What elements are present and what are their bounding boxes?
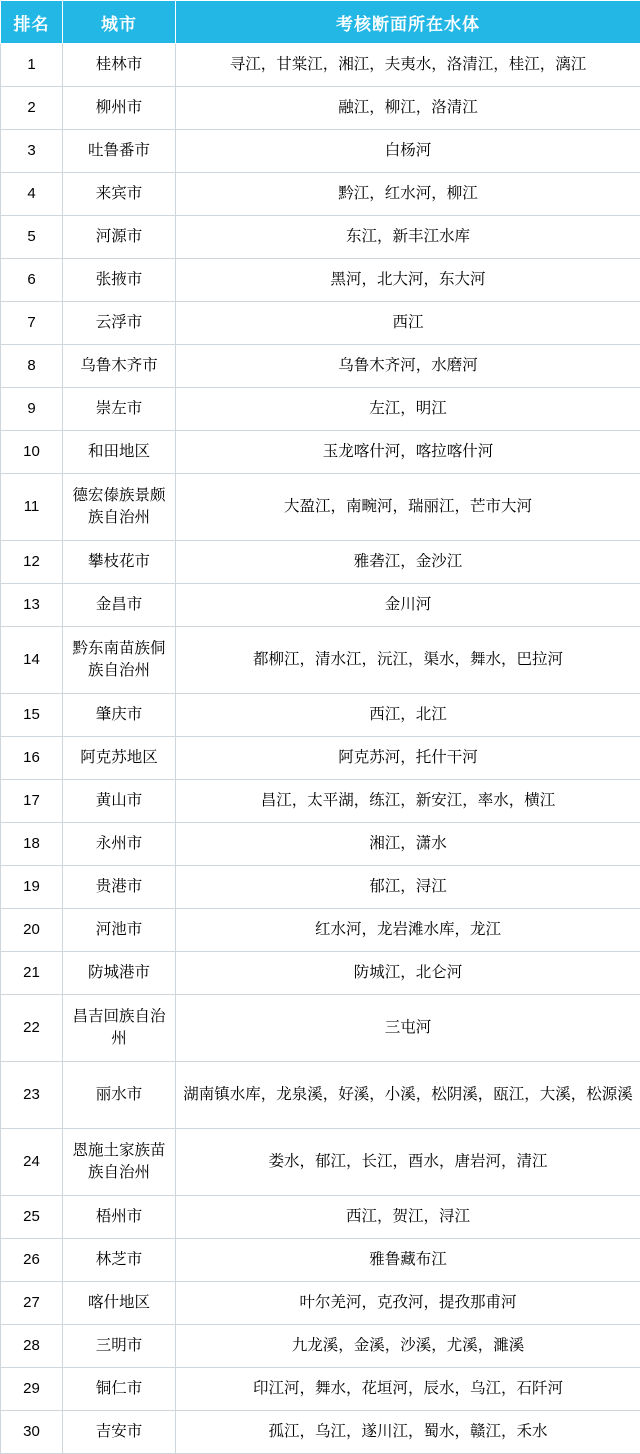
cell-city: 铜仁市 <box>63 1368 176 1411</box>
cell-rank: 22 <box>1 995 63 1062</box>
cell-water-body: 黑河，北大河，东大河 <box>176 259 640 302</box>
cell-rank: 21 <box>1 952 63 995</box>
cell-city: 吐鲁番市 <box>63 130 176 173</box>
cell-rank: 1 <box>1 44 63 87</box>
cell-city: 丽水市 <box>63 1062 176 1129</box>
cell-water-body: 黔江，红水河，柳江 <box>176 173 640 216</box>
cell-rank: 26 <box>1 1239 63 1282</box>
cell-rank: 18 <box>1 823 63 866</box>
cell-city: 乌鲁木齐市 <box>63 345 176 388</box>
cell-water-body: 三屯河 <box>176 995 640 1062</box>
table-row <box>1 302 640 345</box>
cell-water-body: 西江，贺江，浔江 <box>176 1196 640 1239</box>
cell-water-body: 玉龙喀什河，喀拉喀什河 <box>176 431 640 474</box>
table-header <box>1 1 640 44</box>
cell-city: 林芝市 <box>63 1239 176 1282</box>
table-row <box>1 474 640 541</box>
cell-city: 桂林市 <box>63 44 176 87</box>
cell-rank: 28 <box>1 1325 63 1368</box>
cell-rank: 6 <box>1 259 63 302</box>
cell-rank: 24 <box>1 1129 63 1196</box>
table-row <box>1 737 640 780</box>
table-row <box>1 87 640 130</box>
cell-water-body: 都柳江，清水江，沅江，渠水，舞水，巴拉河 <box>176 627 640 694</box>
cell-rank: 19 <box>1 866 63 909</box>
cell-rank: 14 <box>1 627 63 694</box>
cell-city: 来宾市 <box>63 173 176 216</box>
cell-water-body: 左江，明江 <box>176 388 640 431</box>
cell-city: 金昌市 <box>63 584 176 627</box>
cell-rank: 9 <box>1 388 63 431</box>
cell-water-body: 九龙溪，金溪，沙溪，尤溪，濉溪 <box>176 1325 640 1368</box>
cell-rank: 3 <box>1 130 63 173</box>
cell-rank: 11 <box>1 474 63 541</box>
cell-city: 防城港市 <box>63 952 176 995</box>
table-row <box>1 1129 640 1196</box>
cell-water-body: 娄水，郁江，长江，酉水，唐岩河，清江 <box>176 1129 640 1196</box>
table-row <box>1 1325 640 1368</box>
table-row <box>1 1282 640 1325</box>
cell-water-body: 湖南镇水库，龙泉溪，好溪，小溪，松阴溪，瓯江，大溪，松源溪 <box>176 1062 640 1129</box>
cell-rank: 15 <box>1 694 63 737</box>
cell-city: 永州市 <box>63 823 176 866</box>
cell-city: 河源市 <box>63 216 176 259</box>
table-row <box>1 44 640 87</box>
column-header-water-body: 考核断面所在水体 <box>176 1 640 44</box>
cell-rank: 20 <box>1 909 63 952</box>
table-row <box>1 909 640 952</box>
cell-water-body: 郁江，浔江 <box>176 866 640 909</box>
cell-city: 河池市 <box>63 909 176 952</box>
table-header-row <box>1 1 640 44</box>
table-row <box>1 1062 640 1129</box>
column-header-city: 城市 <box>63 1 176 44</box>
cell-city: 德宏傣族景颇族自治州 <box>63 474 176 541</box>
cell-water-body: 寻江，甘棠江，湘江，夫夷水，洛清江，桂江，漓江 <box>176 44 640 87</box>
cell-city: 崇左市 <box>63 388 176 431</box>
cell-water-body: 阿克苏河，托什干河 <box>176 737 640 780</box>
cell-water-body: 防城江，北仑河 <box>176 952 640 995</box>
table-row <box>1 388 640 431</box>
cell-rank: 2 <box>1 87 63 130</box>
cell-rank: 25 <box>1 1196 63 1239</box>
cell-water-body: 乌鲁木齐河，水磨河 <box>176 345 640 388</box>
cell-city: 阿克苏地区 <box>63 737 176 780</box>
cell-city: 黄山市 <box>63 780 176 823</box>
column-header-rank: 排名 <box>1 1 63 44</box>
cell-water-body: 孤江，乌江，遂川江，蜀水，赣江，禾水 <box>176 1411 640 1454</box>
table-row <box>1 130 640 173</box>
cell-city: 和田地区 <box>63 431 176 474</box>
cell-rank: 12 <box>1 541 63 584</box>
cell-water-body: 红水河，龙岩滩水库，龙江 <box>176 909 640 952</box>
table-row <box>1 1196 640 1239</box>
table-row <box>1 866 640 909</box>
cell-city: 云浮市 <box>63 302 176 345</box>
cell-city: 黔东南苗族侗族自治州 <box>63 627 176 694</box>
cell-water-body: 雅砻江，金沙江 <box>176 541 640 584</box>
table-row <box>1 780 640 823</box>
table-row <box>1 1368 640 1411</box>
cell-rank: 23 <box>1 1062 63 1129</box>
cell-rank: 17 <box>1 780 63 823</box>
cell-water-body: 西江，北江 <box>176 694 640 737</box>
cell-water-body: 叶尔羌河，克孜河，提孜那甫河 <box>176 1282 640 1325</box>
table-row <box>1 173 640 216</box>
cell-city: 柳州市 <box>63 87 176 130</box>
cell-rank: 10 <box>1 431 63 474</box>
cell-water-body: 白杨河 <box>176 130 640 173</box>
table-row <box>1 1239 640 1282</box>
cell-water-body: 湘江，潇水 <box>176 823 640 866</box>
table-row <box>1 259 640 302</box>
cell-city: 喀什地区 <box>63 1282 176 1325</box>
cell-water-body: 印江河，舞水，花垣河，辰水，乌江，石阡河 <box>176 1368 640 1411</box>
cell-city: 恩施土家族苗族自治州 <box>63 1129 176 1196</box>
table-row <box>1 952 640 995</box>
cell-city: 贵港市 <box>63 866 176 909</box>
cell-rank: 27 <box>1 1282 63 1325</box>
cell-city: 张掖市 <box>63 259 176 302</box>
table-row <box>1 1411 640 1454</box>
cell-water-body: 雅鲁藏布江 <box>176 1239 640 1282</box>
cell-rank: 4 <box>1 173 63 216</box>
cell-rank: 16 <box>1 737 63 780</box>
cell-rank: 5 <box>1 216 63 259</box>
cell-water-body: 融江，柳江，洛清江 <box>176 87 640 130</box>
table-row <box>1 694 640 737</box>
cell-city: 梧州市 <box>63 1196 176 1239</box>
table-body <box>1 44 640 1454</box>
cell-city: 三明市 <box>63 1325 176 1368</box>
table-row <box>1 431 640 474</box>
cell-rank: 30 <box>1 1411 63 1454</box>
cell-water-body: 金川河 <box>176 584 640 627</box>
cell-city: 肇庆市 <box>63 694 176 737</box>
table-row <box>1 345 640 388</box>
table-row <box>1 627 640 694</box>
cell-rank: 7 <box>1 302 63 345</box>
table-row <box>1 995 640 1062</box>
table-row <box>1 823 640 866</box>
table-row <box>1 216 640 259</box>
cell-city: 昌吉回族自治州 <box>63 995 176 1062</box>
cell-water-body: 西江 <box>176 302 640 345</box>
cell-rank: 8 <box>1 345 63 388</box>
cell-city: 攀枝花市 <box>63 541 176 584</box>
cell-water-body: 东江，新丰江水库 <box>176 216 640 259</box>
cell-rank: 13 <box>1 584 63 627</box>
cell-water-body: 大盈江，南畹河，瑞丽江，芒市大河 <box>176 474 640 541</box>
cell-water-body: 昌江，太平湖，练江，新安江，率水，横江 <box>176 780 640 823</box>
table-row <box>1 584 640 627</box>
cell-rank: 29 <box>1 1368 63 1411</box>
table-row <box>1 541 640 584</box>
cell-city: 吉安市 <box>63 1411 176 1454</box>
